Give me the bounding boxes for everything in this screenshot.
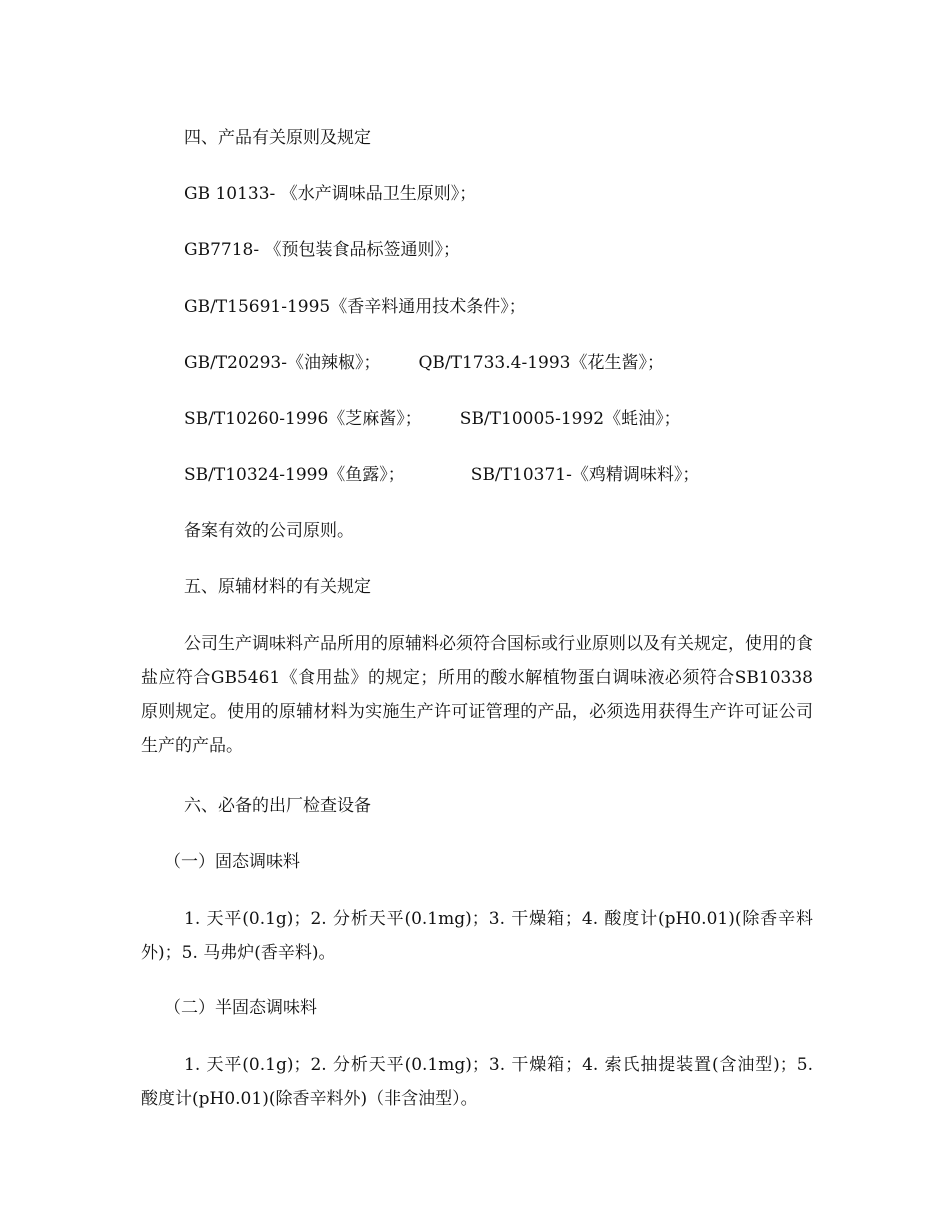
- section-5-body: 公司生产调味料产品所用的原辅料必须符合国标或行业原则以及有关规定，使用的食盐应符合GB5461《食用盐》的规定；所用的酸水解植物蛋白调味液必须符合SB10338原则规定。使用的原辅材料为实施生产许可证管理的产品，必须选用获得生产许可证公司生产的产品。: [141, 634, 813, 756]
- standard-row-5: [184, 407, 681, 431]
- standard-qbt1733: QB/T1733.4-1993《花生酱》；: [418, 353, 664, 373]
- standard-gbt20293: GB/T20293-《油辣椒》；: [184, 353, 381, 373]
- semisolid-seasoning-equipment: 1. 天平(0.1g)；2. 分析天平(0.1mg)；3. 干燥箱；4. 索氏抽提装置(含油型)；5. 酸度计(pH0.01)(除香辛料外)（非含油型）。: [141, 1055, 813, 1109]
- section-6-heading: 六、必备的出厂检查设备: [184, 796, 371, 816]
- standard-row-4: [184, 351, 664, 375]
- section-4-heading: 四、产品有关原则及规定: [184, 128, 371, 148]
- company-standard-note: 备案有效的公司原则。: [184, 521, 354, 541]
- standard-sbt10005: SB/T10005-1992《蚝油》；: [459, 409, 681, 429]
- section-5-heading: 五、原辅材料的有关规定: [184, 577, 371, 597]
- standard-gb7718: GB7718- 《预包装食品标签通则》；: [184, 240, 460, 260]
- solid-seasoning-heading: （一）固态调味料: [164, 852, 300, 872]
- standard-row-6: [184, 463, 699, 487]
- standard-sbt10324: SB/T10324-1999《鱼露》；: [184, 465, 405, 485]
- standard-sbt10260: SB/T10260-1996《芝麻酱》；: [184, 409, 422, 429]
- semisolid-seasoning-heading: （二）半固态调味料: [164, 998, 317, 1018]
- standard-gb10133: GB 10133- 《水产调味品卫生原则》；: [184, 184, 477, 204]
- standard-sbt10371: SB/T10371-《鸡精调味料》；: [470, 465, 700, 485]
- standard-gbt15691: GB/T15691-1995《香辛料通用技术条件》；: [184, 297, 526, 317]
- solid-seasoning-equipment: 1. 天平(0.1g)；2. 分析天平(0.1mg)；3. 干燥箱；4. 酸度计(pH0.01)(除香辛料外)；5. 马弗炉(香辛料)。: [141, 909, 813, 963]
